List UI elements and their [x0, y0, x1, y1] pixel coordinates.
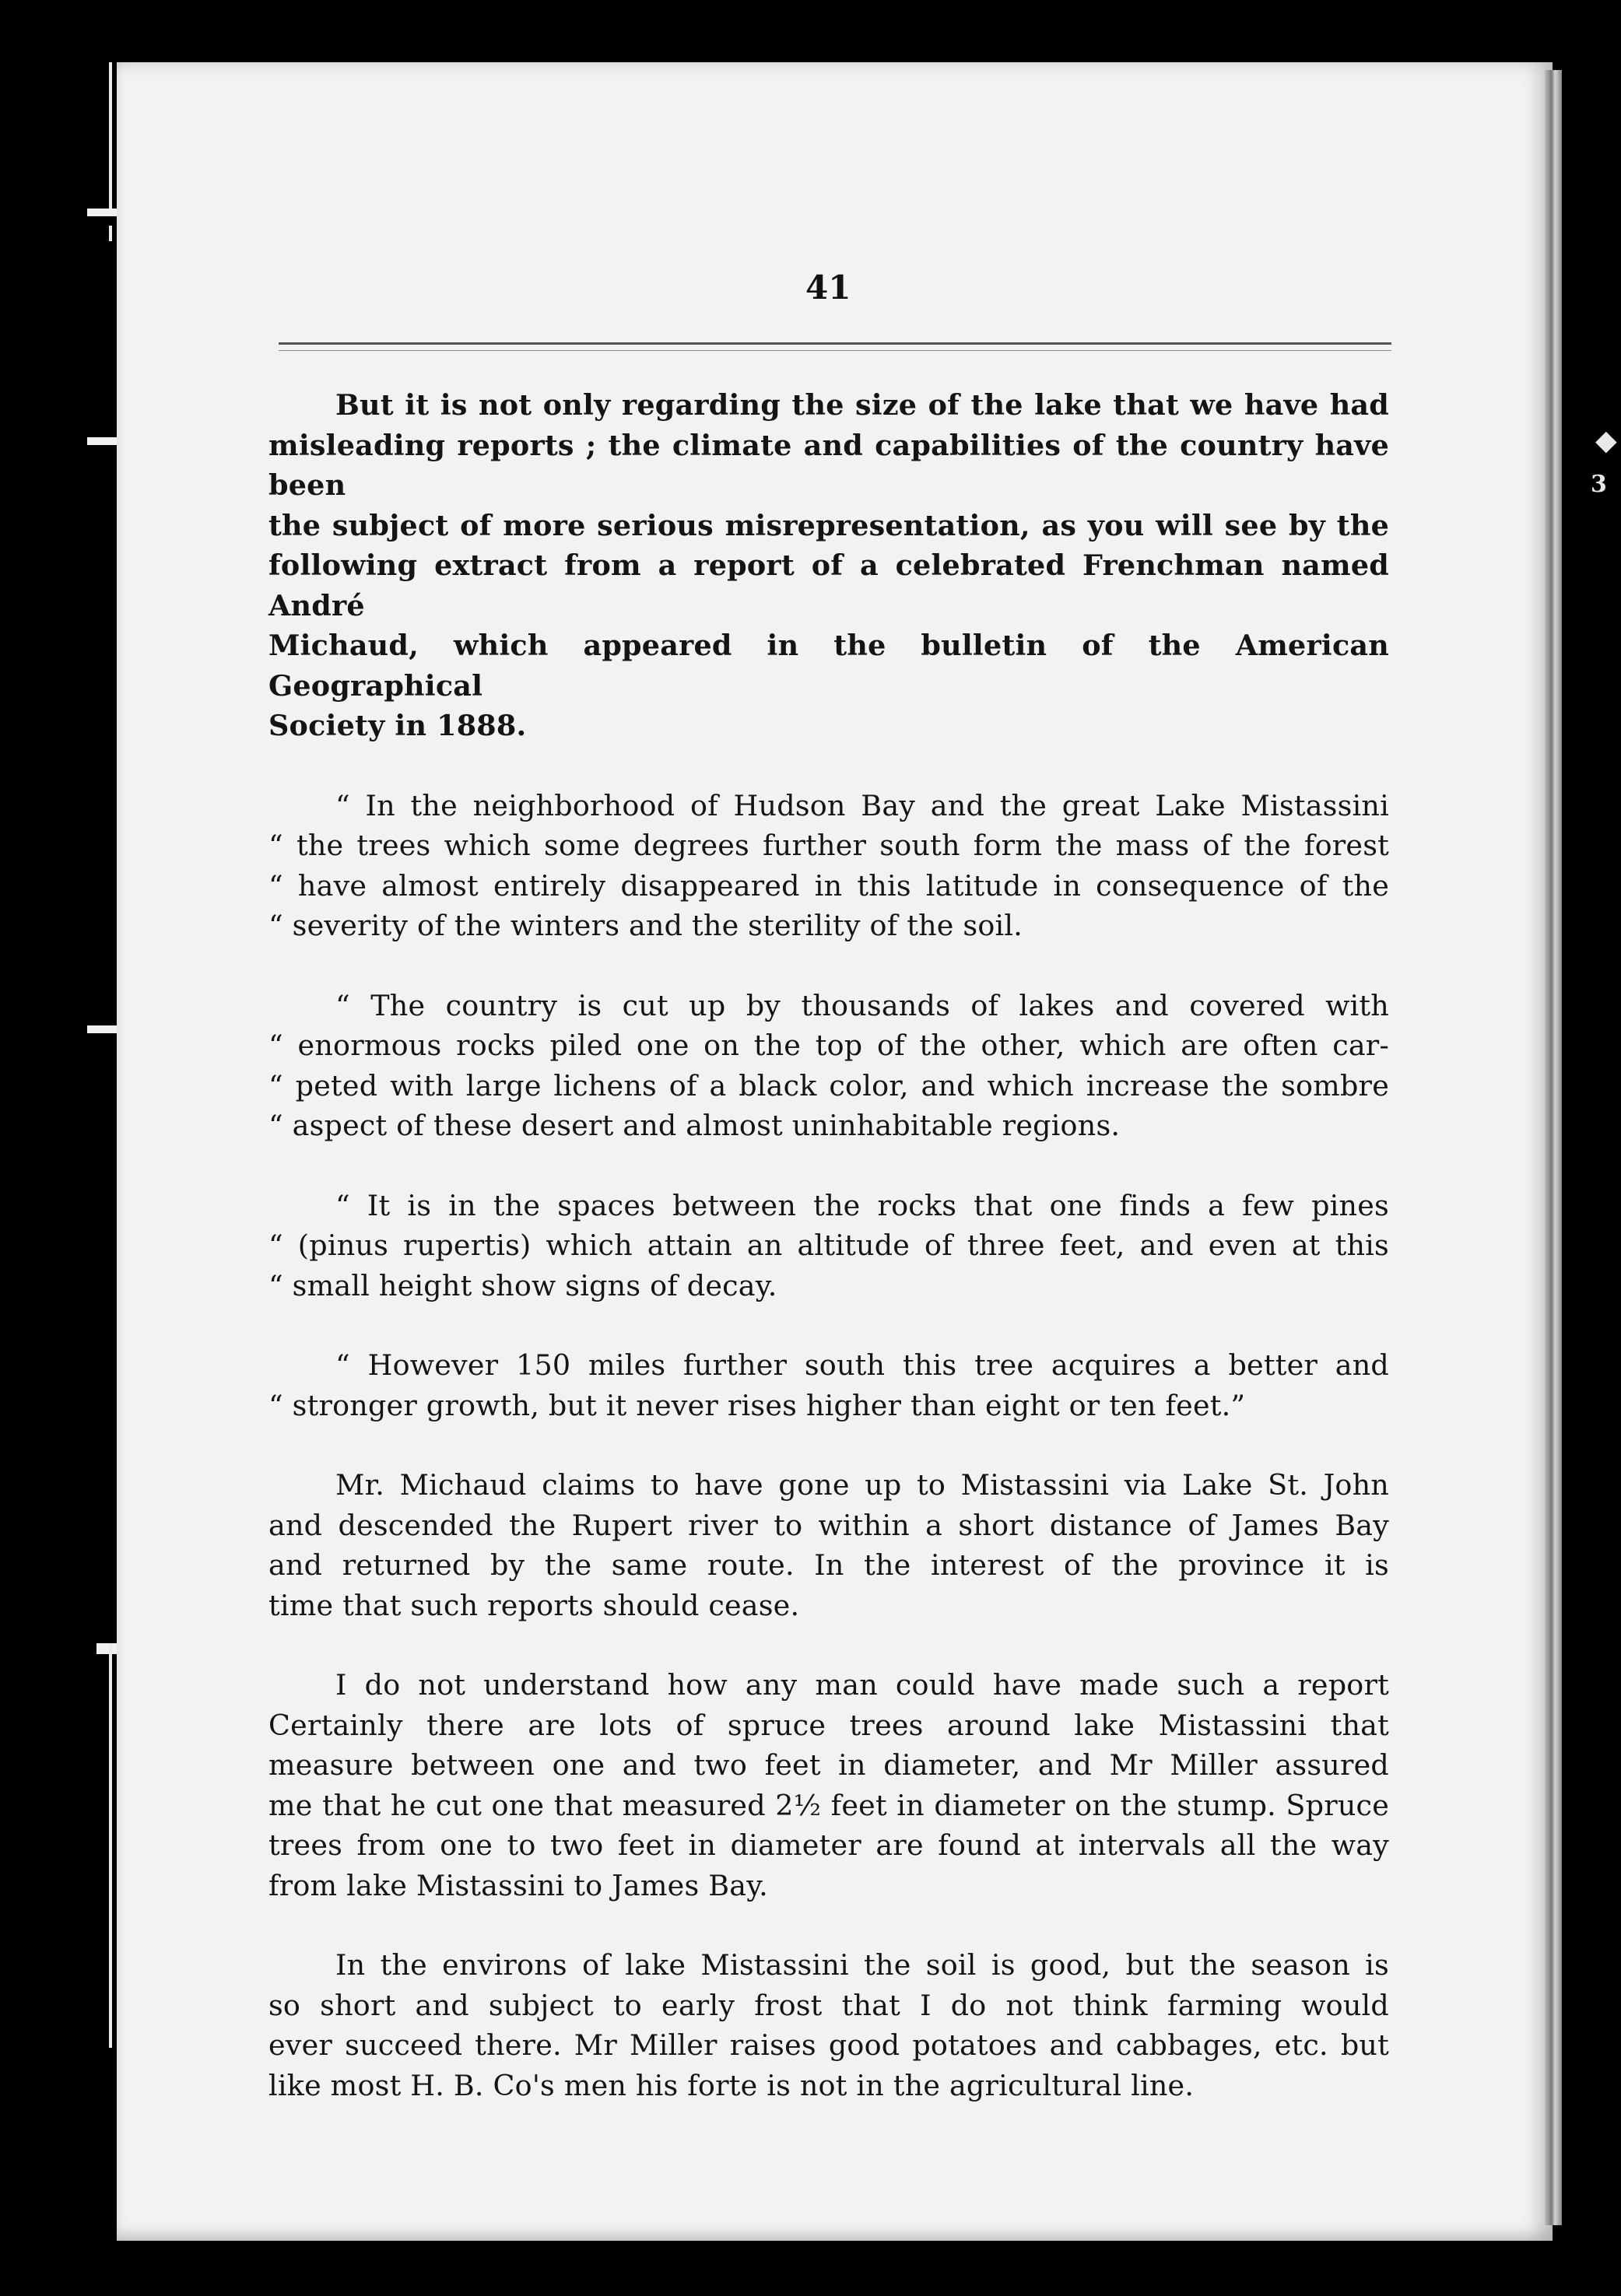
text-line: Certainly there are lots of spruce trees around lake Mistassini that — [268, 1708, 1389, 1742]
text-line: “ It is in the spaces between the rocks that one finds a few pines — [335, 1188, 1389, 1222]
binding-line — [109, 62, 112, 210]
text-line: “ However 150 miles further south this tree acquires a better and — [335, 1348, 1389, 1382]
text-line: “ The country is cut up by thousands of lakes and covered with — [335, 988, 1389, 1022]
text-line: Society in 1888. — [268, 709, 527, 742]
header-rule — [279, 342, 1391, 345]
text-line: “ have almost entirely disappeared in this latitude in consequence of the — [268, 868, 1389, 903]
text-line: I do not understand how any man could have made such a report — [335, 1668, 1389, 1702]
paragraph — [268, 1945, 1389, 2105]
text-line: Michaud, which appeared in the bulletin of the American Geographical — [268, 629, 1389, 703]
text-line: like most H. B. Co's men his forte is not in the agricultural line. — [268, 2068, 1195, 2102]
body-text — [268, 385, 1389, 2145]
text-line: “ the trees which some degrees further south form the mass of the forest — [268, 829, 1389, 862]
page-edge — [1545, 70, 1562, 2225]
quoted-paragraph — [268, 1186, 1389, 1306]
header-rule — [279, 350, 1391, 351]
page-number: 41 — [805, 268, 851, 307]
paragraph — [268, 1465, 1389, 1625]
quoted-paragraph — [268, 986, 1389, 1146]
text-line: following extract from a report of a celebrated Frenchman named André — [268, 549, 1389, 622]
text-line: and returned by the same route. In the interest of the province it is — [268, 1548, 1389, 1582]
margin-mark: 3 — [1591, 471, 1607, 498]
margin-mark: ◆ — [1595, 424, 1617, 457]
binding-line — [109, 1643, 112, 2048]
quoted-paragraph — [268, 1345, 1389, 1425]
text-line: “ In the neighborhood of Hudson Bay and the great Lake Mistassini — [335, 788, 1389, 822]
text-line: “ aspect of these desert and almost uninhabitable regions. — [268, 1109, 1121, 1142]
text-line: “ (pinus rupertis) which attain an altitude of three feet, and even at this — [268, 1229, 1389, 1262]
paragraph — [268, 385, 1389, 746]
binding-gutter — [0, 0, 117, 2296]
text-line: and descended the Rupert river to within a short distance of James Bay — [268, 1508, 1389, 1542]
text-line: Mr. Michaud claims to have gone up to Mistassini via Lake St. John — [335, 1468, 1389, 1502]
text-line: In the environs of lake Mistassini the soil is good, but the season is — [335, 1948, 1389, 1982]
text-line: “ peted with large lichens of a black color, and which increase the sombre — [268, 1068, 1389, 1102]
text-line: trees from one to two feet in diameter are found at intervals all the way — [268, 1828, 1389, 1862]
text-line: me that he cut one that measured 2½ feet in diameter on the stump. Spruce — [268, 1788, 1389, 1822]
text-line: “ stronger growth, but it never rises higher than eight or ten feet.” — [268, 1388, 1246, 1422]
binding-line — [109, 226, 112, 241]
text-line: the subject of more serious misrepresentation, as you will see by the — [268, 508, 1389, 542]
paragraph — [268, 1665, 1389, 1905]
text-line: from lake Mistassini to James Bay. — [268, 1868, 768, 1902]
text-line: measure between one and two feet in diameter, and Mr Miller assured — [268, 1748, 1389, 1782]
text-line: ever succeed there. Mr Miller raises good potatoes and cabbages, etc. but — [268, 2028, 1389, 2062]
text-line: “ severity of the winters and the sterility of the soil. — [268, 909, 1023, 942]
text-line: But it is not only regarding the size of the lake that we have had — [335, 388, 1389, 422]
text-line: time that such reports should cease. — [268, 1588, 800, 1622]
text-line: misleading reports ; the climate and capabilities of the country have been — [268, 428, 1389, 502]
text-line: “ enormous rocks piled one on the top of the other, which are often car- — [268, 1029, 1389, 1062]
quoted-paragraph — [268, 786, 1389, 946]
text-line: “ small height show signs of decay. — [268, 1268, 777, 1302]
text-line: so short and subject to early frost that I do not think farming would — [268, 1988, 1389, 2022]
